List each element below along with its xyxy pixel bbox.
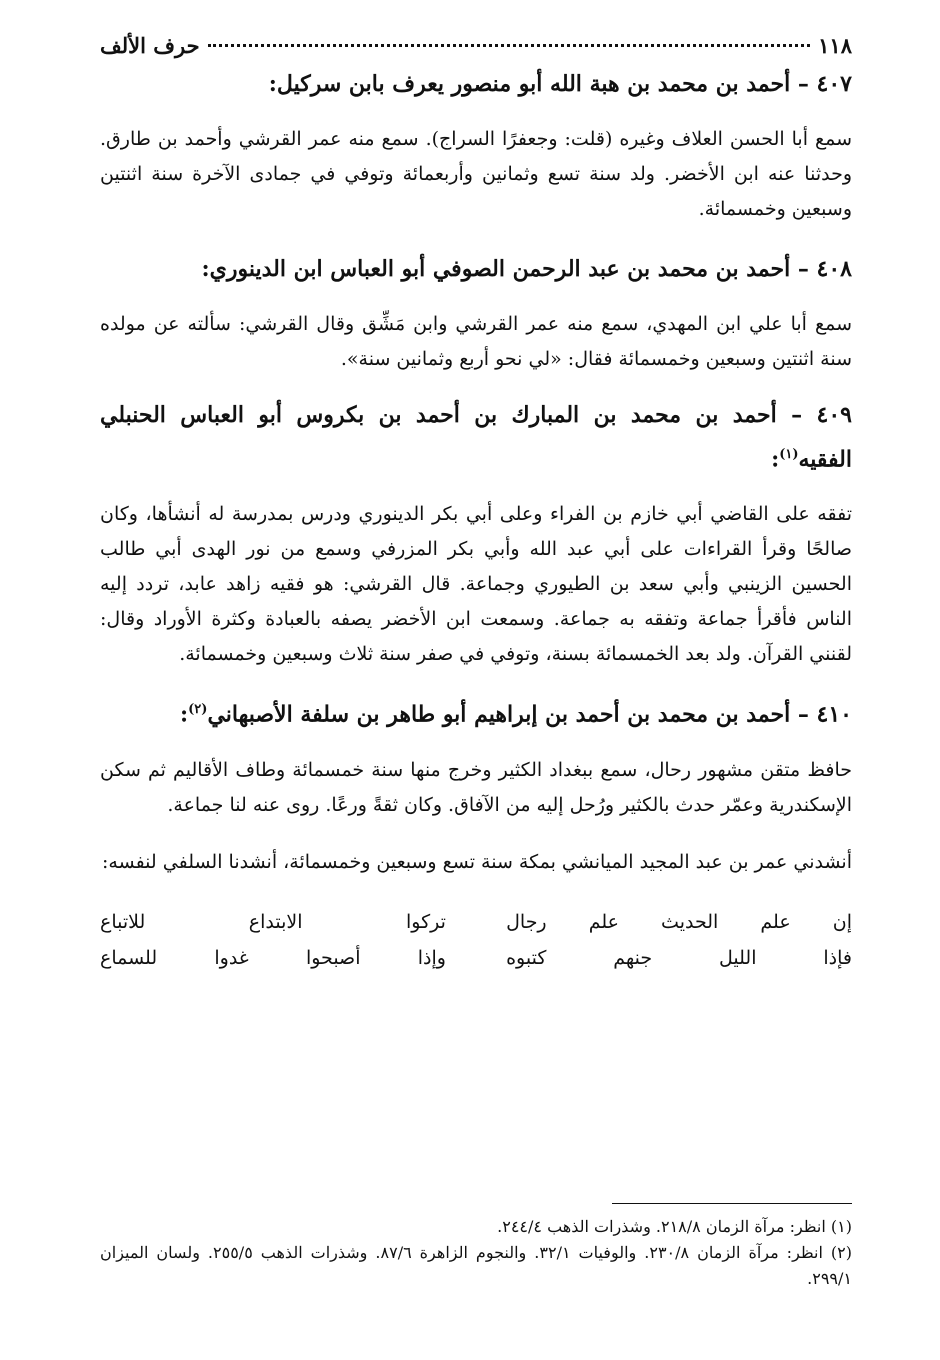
leader-dots bbox=[208, 44, 811, 47]
entry-heading-407 bbox=[100, 64, 852, 104]
heading-colon: : bbox=[771, 446, 780, 473]
running-head bbox=[100, 28, 852, 64]
verse-second-hemistich: وإذا أصبحوا غدوا للسماع bbox=[100, 946, 446, 969]
entry-heading-text: ٤٠٨ – أحمد بن محمد بن عبد الرحمن الصوفي أبو العباس ابن الدينوري: bbox=[201, 256, 852, 282]
page-number: ١١٨ bbox=[818, 33, 852, 58]
entry-heading-text: ٤٠٩ – أحمد بن محمد بن المبارك بن أحمد بن بكروس أبو العباس الحنبلي الفقيه bbox=[100, 402, 852, 473]
heading-colon: : bbox=[180, 701, 189, 728]
entry-heading-409 bbox=[100, 395, 852, 479]
entry-paragraph: حافظ متقن مشهور رحال، سمع ببغداد الكثير وخرج منها سنة خمسمائة وطاف الأقاليم ثم سكن الإسكندرية وعمّر حدث بالكثير ورُحل إليه من الآفاق. وكان ثقةً ورعًا. روى عنه لنا جماعة. bbox=[100, 758, 852, 816]
entry-heading-text: ٤٠٧ – أحمد بن محمد بن هبة الله أبو منصور يعرف بابن سركيل: bbox=[268, 71, 852, 97]
book-page bbox=[100, 28, 852, 1338]
footnote-2: (٢) انظر: مرآة الزمان ٢٣٠/٨. والوفيات ٣٢/١. والنجوم الزاهرة ٨٧/٦. وشذرات الذهب ٢٥٥/٥. ولسان الميزان ٢٩٩/١. bbox=[100, 1243, 853, 1288]
entry-paragraph: سمع أبا علي ابن المهدي، سمع منه عمر القرشي وابن مَشِّق وقال القرشي: سألته عن مولده سنة اثنتين وسبعين وخمسمائة فقال: «لي نحو أربع وثمانين سنة». bbox=[100, 313, 852, 370]
entry-heading-text: ٤١٠ – أحمد بن محمد بن أحمد بن إبراهيم أبو طاهر بن سلفة الأصبهاني bbox=[207, 701, 852, 728]
entry-paragraph: تفقه على القاضي أبي خازم بن الفراء وعلى أبي بكر الدينوري ودرس بمدرسة له أنشأها، وكان صالحًا وقرأ القراءات على أبي عبد الله وأبي بكر المزرفي وسمع من نور الهدى أبي طالب الحسين الزينبي وأبي سعد بن الطيوري وجماعة. قال القرشي: هو فقيه زاهد عابد، تردد إليه الناس فأقرأ جماعة وتفقه به جماعة. وسمعت ابن الأخضر يصفه بالعبادة وكثرة الأوراد وقال: لقنني القرآن. ولد بعد الخمسمائة بسنة، وتوفي في صفر سنة ثلاث وسبعين وخمسمائة. bbox=[100, 503, 852, 666]
poem bbox=[100, 904, 852, 976]
section-title: حرف الألف bbox=[100, 33, 200, 58]
footnote-divider bbox=[612, 1203, 852, 1204]
footnotes bbox=[100, 1214, 852, 1292]
verse-first-hemistich: إن علم الحديث علم رجال bbox=[506, 910, 852, 933]
poem-verse bbox=[100, 940, 852, 976]
poem-verse bbox=[100, 904, 852, 940]
verse-first-hemistich: فإذا الليل جنهم كتبوه bbox=[506, 946, 852, 969]
entry-paragraph: أنشدني عمر بن عبد المجيد الميانشي بمكة سنة تسع وسبعين وخمسمائة، أنشدنا السلفي لنفسه: bbox=[102, 850, 852, 873]
footnote-1: (١) انظر: مرآة الزمان ٢١٨/٨. وشذرات الذهب ٢٤٤/٤. bbox=[497, 1217, 852, 1236]
footnote-ref-2[interactable]: (٢) bbox=[188, 702, 208, 718]
entry-heading-408 bbox=[100, 249, 852, 289]
footnote-ref-1[interactable]: (١) bbox=[779, 447, 799, 462]
entry-paragraph: سمع أبا الحسن العلاف وغيره (قلت: وجعفرًا السراج). سمع منه عمر القرشي وأحمد بن طارق. وحدثنا عنه ابن الأخضر. ولد سنة تسع وثمانين وأربعمائة وتوفي في جمادى الآخرة سنة اثنتين وسبعين وخمسمائة. bbox=[100, 128, 852, 220]
verse-second-hemistich: تركوا الابتداع للاتباع bbox=[100, 910, 446, 933]
entry-heading-410 bbox=[100, 690, 852, 734]
